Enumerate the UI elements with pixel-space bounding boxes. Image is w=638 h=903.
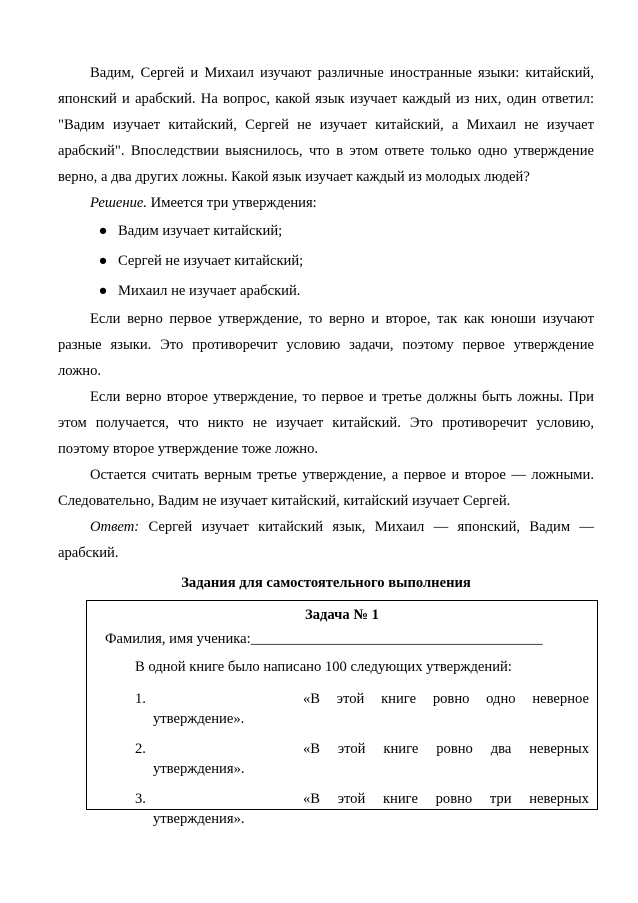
problem-statement: Вадим, Сергей и Михаил изучают различные иностранные языки: китайский, японский и арабский. На вопрос, какой язык изучает каждый из них, один ответил: "Вадим изучает китайский, Сергей не изучает китайский, а Михаил не изучает арабский". Впоследствии выяснилось, что в этом ответе только одно утверждение верно, а два других ложны. Какой язык изучает каждый из молодых людей? bbox=[58, 65, 594, 185]
list-item: 1. «В этой книге ровно одно неверное утверждение». bbox=[135, 691, 589, 727]
statement-text: «В этой книге ровно два неверных bbox=[303, 741, 590, 757]
student-name-line bbox=[87, 629, 597, 649]
reasoning-paragraph-1: Если верно первое утверждение, то верно и второе, так как юноши изучают разные языки. Это противоречит условию задачи, поэтому первое утверждение ложно. bbox=[58, 311, 594, 379]
bullet-icon: ● bbox=[98, 253, 108, 269]
tasks-heading: Задания для самостоятельного выполнения bbox=[181, 575, 471, 591]
list-item: ● Сергей не изучает китайский; bbox=[96, 246, 594, 276]
bullet-icon: ● bbox=[98, 223, 108, 239]
list-item: 3. «В этой книге ровно три неверных утверждения». bbox=[135, 791, 589, 827]
student-name-label: Фамилия, имя ученика: bbox=[105, 631, 251, 647]
answer-text: Сергей изучает китайский язык, Михаил — японский, Вадим — арабский. bbox=[58, 519, 594, 561]
list-item: ● Михаил не изучает арабский. bbox=[96, 276, 594, 306]
statement-text: «В этой книге ровно три неверных bbox=[303, 791, 589, 807]
statements-list bbox=[58, 216, 594, 306]
task-box bbox=[86, 600, 598, 827]
task-title: Задача № 1 bbox=[305, 607, 379, 623]
answer-paragraph bbox=[58, 514, 594, 566]
task-statements bbox=[87, 689, 597, 829]
reasoning-paragraph-3: Остается считать верным третье утверждение, а первое и второе — ложными. Следовательно, Вадим не изучает китайский, китайский изучает Сергей. bbox=[58, 467, 594, 509]
list-item: 2. «В этой книге ровно два неверных утверждения». bbox=[135, 741, 590, 777]
student-name-field[interactable]: ________________________________________ bbox=[250, 631, 543, 647]
reasoning-paragraph-2: Если верно второе утверждение, то первое и третье должны быть ложны. При этом получается, что никто не изучает китайский. Это противоречит условию, поэтому второе утверждение тоже ложно. bbox=[58, 389, 594, 457]
document-page bbox=[58, 60, 594, 827]
task-intro: В одной книге было написано 100 следующих утверждений: bbox=[135, 659, 512, 675]
solution-intro bbox=[58, 190, 594, 216]
solution-label: Решение. bbox=[90, 195, 148, 211]
statement-text: «В этой книге ровно одно неверное bbox=[303, 691, 589, 707]
list-item: ● Вадим изучает китайский; bbox=[96, 216, 594, 246]
bullet-icon: ● bbox=[98, 283, 108, 299]
answer-label: Ответ: bbox=[90, 519, 140, 535]
solution-intro-text: Имеется три утверждения: bbox=[147, 195, 317, 211]
